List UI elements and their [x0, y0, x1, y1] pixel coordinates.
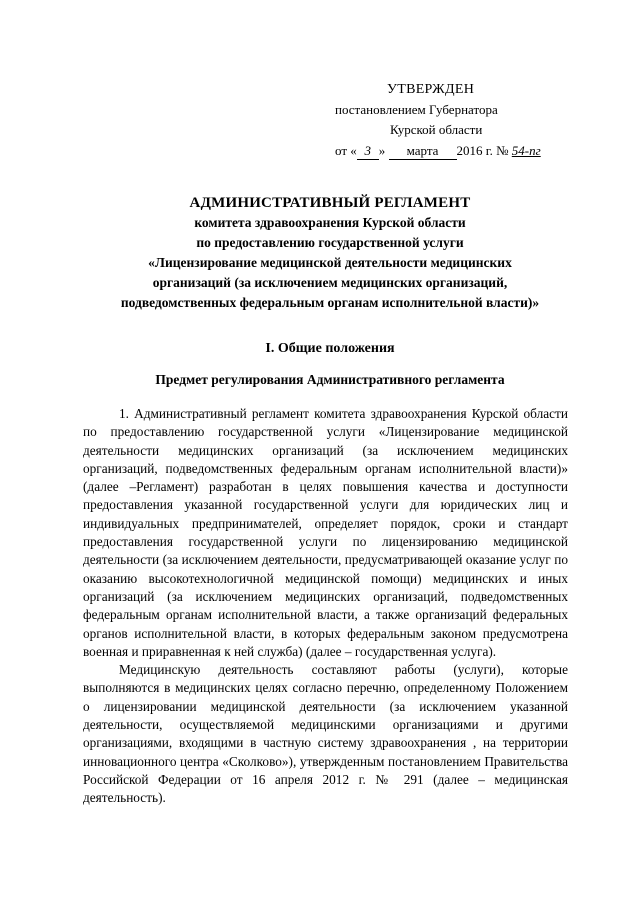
date-month: марта — [389, 143, 457, 160]
date-prefix: от « — [335, 143, 357, 158]
document-body — [83, 405, 568, 808]
title-line-3: по предоставлению государственной услуги — [196, 235, 464, 250]
decree-number: 54-пг — [511, 143, 541, 158]
title-line-5: организаций (за исключением медицинских организаций, — [152, 275, 508, 290]
approval-line-decree: постановлением Губернатора — [335, 102, 498, 117]
section-heading: I. Общие положения — [265, 341, 395, 356]
title-line-2: комитета здравоохранения Курской области — [194, 215, 466, 230]
date-day: 3 — [357, 143, 379, 160]
approval-line-region: Курской области — [390, 122, 483, 137]
title-line-4: «Лицензирование медицинской деятельности медицинских — [148, 255, 512, 270]
title-line-6: подведомственных федеральным органам исполнительной власти)» — [120, 295, 540, 310]
title-line-1: АДМИНИСТРАТИВНЫЙ РЕГЛАМЕНТ — [189, 195, 471, 211]
date-day-suffix: » — [378, 143, 386, 158]
subsection-heading: Предмет регулирования Административного регламента — [155, 372, 505, 387]
approval-stamp — [335, 80, 595, 161]
approval-heading: УТВЕРЖДЕН — [387, 82, 475, 97]
approval-date-line — [335, 141, 595, 161]
paragraph-2: Медицинскую деятельность составляют работы (услуги), которые выполняются в медицинских целях согласно перечню, определенному Положением о лицензировании медицинской деятельности (за исключением указанной деятельности, осуществляемой медицинскими организациями и другими организациями, входящими в частную систему здравоохранения , на территории инновационного центра «Сколково»), утвержденным постановлением Правительства Российской Федерации от 16 апреля 2012 г. № 291 (далее – медицинская деятельность). — [83, 662, 568, 806]
document-title — [80, 193, 580, 313]
date-year: 2016 г. № — [456, 143, 509, 158]
paragraph-1: 1. Административный регламент комитета здравоохранения Курской области по предоставлению государственной услуги «Лицензирование медицинской деятельности медицинских организаций (за исключением медицинских организаций, подведомственных федеральным органам исполнительной власти)» (далее –Регламент) разработан в целях повышения качества и доступности предоставления указанной государственной услуги для юридических лиц и индивидуальных предпринимателей, определяет порядок, сроки и стандарт предоставления государственной услуги по лицензированию медицинской деятельности (за исключением деятельности, предусматривающей оказание услуг по оказанию высокотехнологичной медицинской помощи) медицинских и иных организаций (за исключением медицинских организаций, подведомственных федеральным органам исполнительной власти, а также организаций федеральных органов исполнительной власти, в которых федеральным законом предусмотрена военная и приравненная к ней служба) (далее – государственная услуга). — [83, 406, 568, 659]
